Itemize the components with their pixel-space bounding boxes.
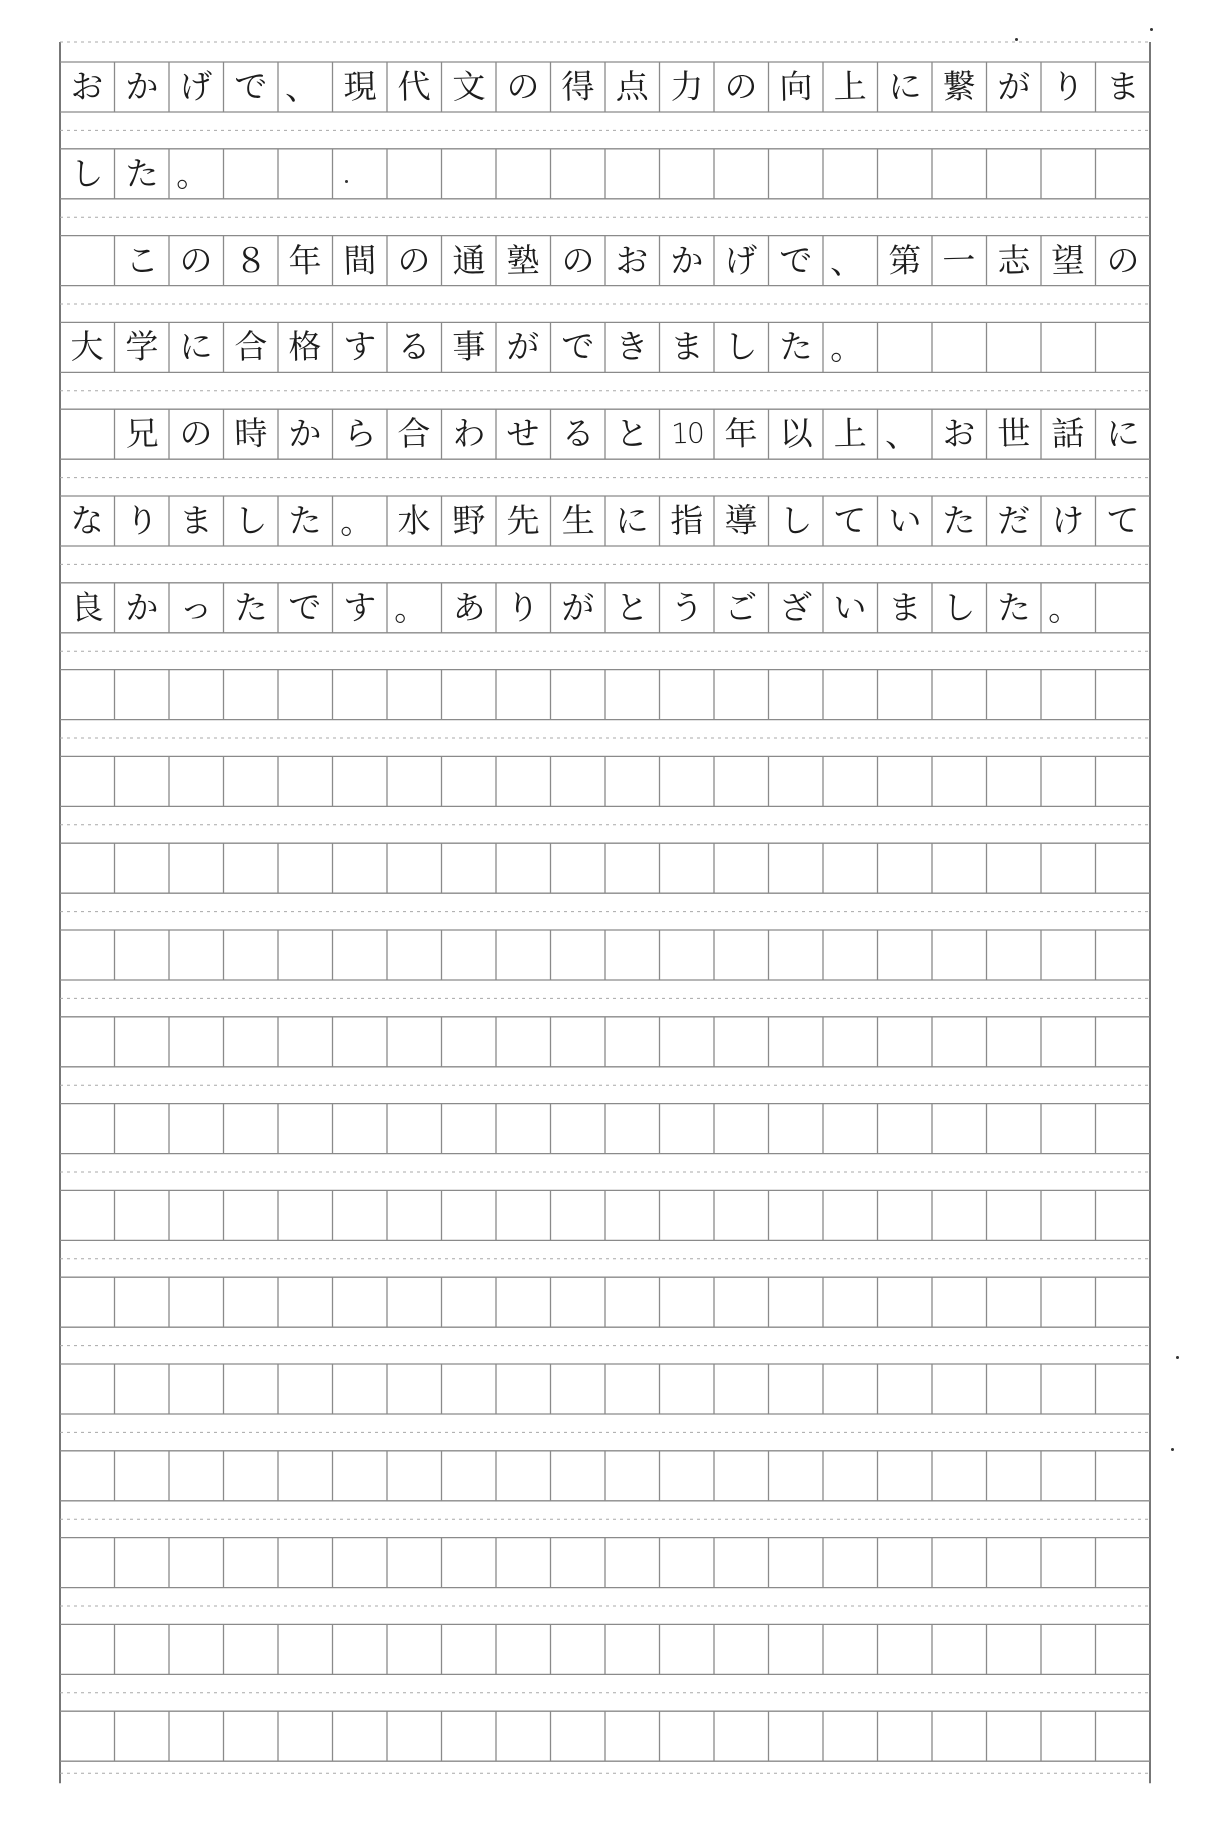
manuscript-char: 合 <box>233 326 268 367</box>
manuscript-char: 。 <box>393 588 428 629</box>
manuscript-char: 水 <box>397 500 432 541</box>
manuscript-char: お <box>615 240 650 281</box>
manuscript-char: し <box>724 326 759 367</box>
manuscript-char: 繋 <box>942 66 977 107</box>
manuscript-char: せ <box>506 413 541 454</box>
manuscript-char: 。 <box>1047 588 1082 629</box>
manuscript-char: な <box>70 500 105 541</box>
scan-speck <box>1176 1356 1179 1359</box>
manuscript-char: わ <box>451 413 486 454</box>
scan-speck <box>1015 38 1018 41</box>
manuscript-char: 。 <box>175 154 210 195</box>
manuscript-char: で <box>560 326 595 367</box>
manuscript-char: 野 <box>451 500 486 541</box>
manuscript-char: で <box>233 66 268 107</box>
manuscript-char: き <box>615 326 650 367</box>
manuscript-char: 点 <box>615 66 650 107</box>
manuscript-char: で <box>778 240 813 281</box>
manuscript-char: 現 <box>342 66 377 107</box>
manuscript-char: け <box>1051 500 1086 541</box>
manuscript-char: た <box>124 153 159 194</box>
manuscript-char: こ <box>124 240 159 281</box>
manuscript-char: の <box>397 240 432 281</box>
manuscript-char: ま <box>669 326 704 367</box>
manuscript-char: か <box>669 240 704 281</box>
manuscript-char: の <box>179 413 214 454</box>
manuscript-char: 合 <box>397 413 432 454</box>
manuscript-char: た <box>996 587 1031 628</box>
manuscript-char: し <box>778 500 813 541</box>
manuscript-char: に <box>179 326 214 367</box>
manuscript-char: 事 <box>451 326 486 367</box>
manuscript-char: げ <box>179 66 214 107</box>
manuscript-char: て <box>1105 500 1140 541</box>
manuscript-char: 代 <box>397 66 432 107</box>
manuscript-char: の <box>560 240 595 281</box>
manuscript-char: 間 <box>342 240 377 281</box>
manuscript-char: ご <box>724 587 759 628</box>
manuscript-char: ら <box>342 413 377 454</box>
manuscript-char: い <box>887 500 922 541</box>
manuscript-char: が <box>560 587 595 628</box>
manuscript-char: 上 <box>833 66 868 107</box>
manuscript-char: 導 <box>724 500 759 541</box>
manuscript-char: い <box>833 587 868 628</box>
manuscript-char: 生 <box>560 500 595 541</box>
manuscript-char: に <box>1105 413 1140 454</box>
manuscript-char: 学 <box>124 326 159 367</box>
manuscript-char: り <box>124 500 159 541</box>
manuscript-char: ざ <box>778 587 813 628</box>
manuscript-char: お <box>70 66 105 107</box>
manuscript-char: ま <box>887 587 922 628</box>
manuscript-char: た <box>233 587 268 628</box>
manuscript-char: し <box>942 587 977 628</box>
manuscript-char: 大 <box>70 326 105 367</box>
manuscript-char: ８ <box>233 240 268 281</box>
manuscript-char: で <box>288 587 323 628</box>
manuscript-char: あ <box>451 587 486 628</box>
manuscript-char: 得 <box>560 66 595 107</box>
manuscript-char: 一 <box>942 240 977 281</box>
manuscript-char: の <box>506 66 541 107</box>
manuscript-char: だ <box>996 500 1031 541</box>
manuscript-char: に <box>615 500 650 541</box>
manuscript-char: っ <box>179 587 214 628</box>
manuscript-char: の <box>724 66 759 107</box>
manuscript-char: と <box>615 413 650 454</box>
manuscript-char: り <box>1051 66 1086 107</box>
manuscript-char: た <box>778 326 813 367</box>
manuscript-char: お <box>942 413 977 454</box>
manuscript-char: 年 <box>288 240 323 281</box>
manuscript-char: ま <box>1105 66 1140 107</box>
manuscript-char: す <box>342 326 377 367</box>
manuscript-char: 話 <box>1051 413 1086 454</box>
manuscript-char: 志 <box>996 240 1031 281</box>
manuscript-char: 文 <box>451 66 486 107</box>
manuscript-char: す <box>342 587 377 628</box>
manuscript-char: 向 <box>778 66 813 107</box>
manuscript-char: 時 <box>233 413 268 454</box>
manuscript-char: の <box>1105 240 1140 281</box>
manuscript-char: 望 <box>1051 240 1086 281</box>
manuscript-char: た <box>942 500 977 541</box>
manuscript-char: か <box>288 413 323 454</box>
manuscript-char: 兄 <box>124 413 159 454</box>
manuscript-char: 、 <box>829 241 864 282</box>
manuscript-char: 。 <box>829 328 864 368</box>
manuscript-char: る <box>397 326 432 367</box>
manuscript-char: 以 <box>778 413 813 454</box>
scan-speck <box>345 180 348 183</box>
manuscript-char: て <box>833 500 868 541</box>
manuscript-char: 塾 <box>506 240 541 281</box>
manuscript-char: た <box>288 500 323 541</box>
manuscript-char: 通 <box>451 240 486 281</box>
manuscript-char: 世 <box>996 413 1031 454</box>
manuscript-char: ま <box>179 500 214 541</box>
manuscript-char: か <box>124 587 159 628</box>
manuscript-char: し <box>70 153 105 194</box>
manuscript-char: げ <box>724 240 759 281</box>
manuscript-char: 良 <box>70 587 105 628</box>
manuscript-char: 。 <box>339 501 374 542</box>
manuscript-char: 指 <box>669 500 704 541</box>
manuscript-char: 格 <box>288 326 323 367</box>
manuscript-char: し <box>233 500 268 541</box>
scan-speck <box>1150 28 1153 31</box>
manuscript-char: り <box>506 587 541 628</box>
manuscript-char: 、 <box>284 67 319 108</box>
manuscript-char: 力 <box>669 66 704 107</box>
manuscript-char: と <box>615 587 650 628</box>
manuscript-char: 年 <box>724 413 759 454</box>
manuscript-char: の <box>179 240 214 281</box>
manuscript-char: か <box>124 66 159 107</box>
manuscript-char: が <box>506 326 541 367</box>
manuscript-char: 先 <box>506 500 541 541</box>
manuscript-char: が <box>996 66 1031 107</box>
manuscript-char: に <box>887 66 922 107</box>
manuscript-char: う <box>669 587 704 628</box>
manuscript-char: 、 <box>884 414 919 455</box>
manuscript-char: 10 <box>670 416 703 451</box>
manuscript-char: 上 <box>833 413 868 454</box>
manuscript-char: 第 <box>887 240 922 281</box>
scan-speck <box>1171 1448 1174 1451</box>
manuscript-char: る <box>560 413 595 454</box>
